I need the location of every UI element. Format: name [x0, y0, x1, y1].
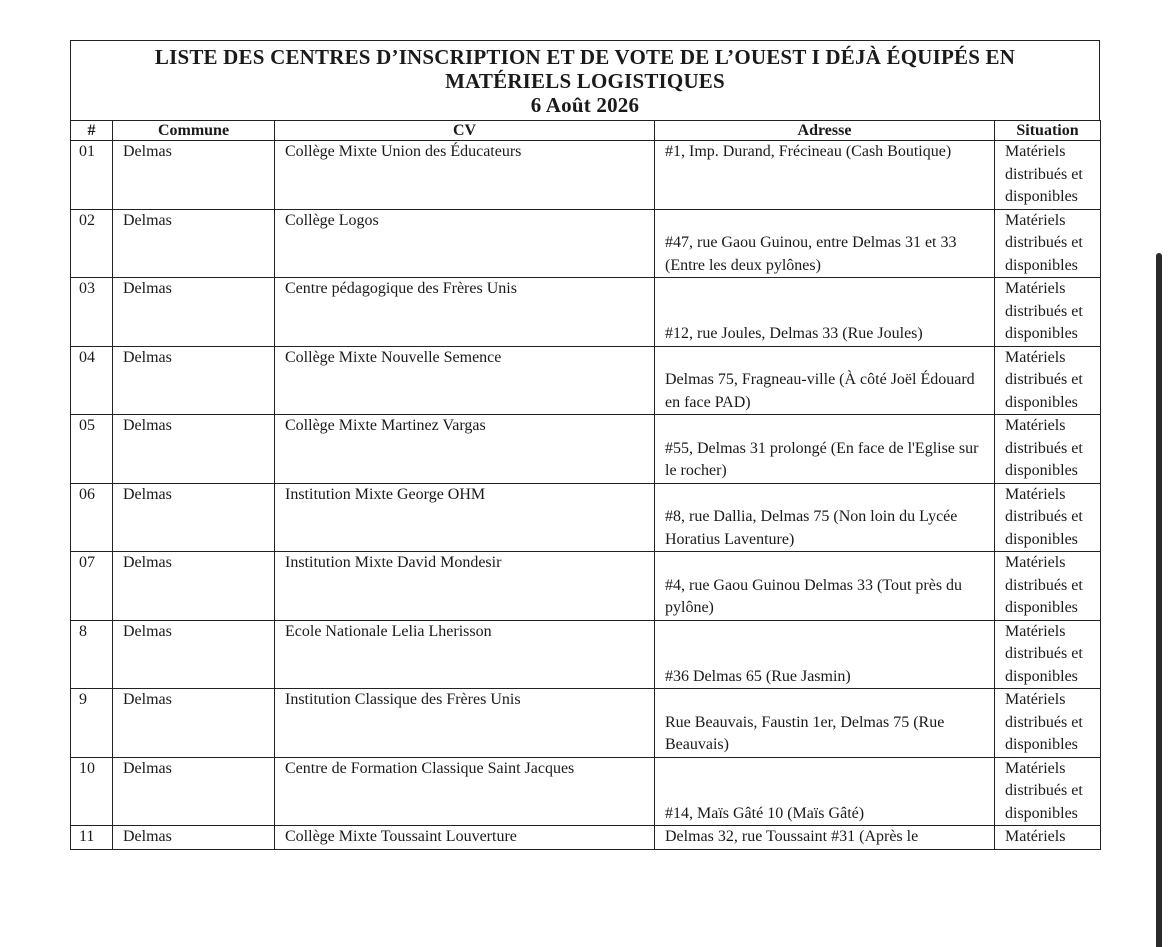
document — [70, 40, 1100, 850]
row-number: 01 — [71, 141, 113, 210]
row-adresse: Delmas 75, Fragneau-ville (À côté Joël Édouard en face PAD) — [655, 346, 995, 415]
scrollbar-thumb[interactable] — [1156, 253, 1162, 947]
row-situation: Matériels distribués et disponibles — [995, 415, 1101, 484]
row-adresse: #36 Delmas 65 (Rue Jasmin) — [655, 620, 995, 689]
table-row — [71, 689, 1101, 758]
row-number: 03 — [71, 278, 113, 347]
row-adresse: #12, rue Joules, Delmas 33 (Rue Joules) — [655, 278, 995, 347]
row-adresse: #55, Delmas 31 prolongé (En face de l'Eglise sur le rocher) — [655, 415, 995, 484]
row-number: 05 — [71, 415, 113, 484]
vertical-scrollbar[interactable] — [1156, 253, 1162, 947]
row-commune: Delmas — [113, 346, 275, 415]
row-commune: Delmas — [113, 620, 275, 689]
row-situation: Matériels distribués et disponibles — [995, 757, 1101, 826]
table-row — [71, 278, 1101, 347]
row-cv: Institution Classique des Frères Unis — [275, 689, 655, 758]
row-adresse: Rue Beauvais, Faustin 1er, Delmas 75 (Rue Beauvais) — [655, 689, 995, 758]
row-commune: Delmas — [113, 278, 275, 347]
row-commune: Delmas — [113, 415, 275, 484]
row-cv: Institution Mixte George OHM — [275, 483, 655, 552]
row-commune: Delmas — [113, 141, 275, 210]
row-cv: Institution Mixte David Mondesir — [275, 552, 655, 621]
row-number: 04 — [71, 346, 113, 415]
column-header-number: # — [71, 121, 113, 141]
row-commune: Delmas — [113, 826, 275, 850]
row-cv: Collège Logos — [275, 209, 655, 278]
row-number: 02 — [71, 209, 113, 278]
column-header-cv: CV — [275, 121, 655, 141]
table-row — [71, 757, 1101, 826]
row-cv: Centre de Formation Classique Saint Jacques — [275, 757, 655, 826]
table-row — [71, 552, 1101, 621]
row-situation: Matériels distribués et disponibles — [995, 552, 1101, 621]
row-commune: Delmas — [113, 689, 275, 758]
row-situation: Matériels distribués et disponibles — [995, 620, 1101, 689]
table-row — [71, 826, 1101, 850]
row-commune: Delmas — [113, 209, 275, 278]
title-line-2: MATÉRIELS LOGISTIQUES — [445, 69, 725, 93]
column-header-situation: Situation — [995, 121, 1101, 141]
row-commune: Delmas — [113, 483, 275, 552]
centers-table — [70, 120, 1101, 850]
row-cv: Ecole Nationale Lelia Lherisson — [275, 620, 655, 689]
row-situation: Matériels distribués et disponibles — [995, 278, 1101, 347]
table-row — [71, 209, 1101, 278]
row-number: 06 — [71, 483, 113, 552]
row-commune: Delmas — [113, 757, 275, 826]
row-cv: Collège Mixte Union des Éducateurs — [275, 141, 655, 210]
row-number: 10 — [71, 757, 113, 826]
table-row — [71, 141, 1101, 210]
table-header-row — [71, 121, 1101, 141]
row-number: 11 — [71, 826, 113, 850]
document-date: 6 Août 2026 — [530, 93, 640, 117]
table-row — [71, 346, 1101, 415]
row-cv: Collège Mixte Toussaint Louverture — [275, 826, 655, 850]
row-situation: Matériels distribués et disponibles — [995, 483, 1101, 552]
row-cv: Centre pédagogique des Frères Unis — [275, 278, 655, 347]
row-commune: Delmas — [113, 552, 275, 621]
row-adresse: #8, rue Dallia, Delmas 75 (Non loin du Lycée Horatius Laventure) — [655, 483, 995, 552]
row-situation: Matériels distribués et disponibles — [995, 689, 1101, 758]
column-header-commune: Commune — [113, 121, 275, 141]
row-situation: Matériels distribués et disponibles — [995, 141, 1101, 210]
row-situation: Matériels — [995, 826, 1101, 850]
table-row — [71, 483, 1101, 552]
title-line-1: LISTE DES CENTRES D’INSCRIPTION ET DE VOTE DE L’OUEST I DÉJÀ ÉQUIPÉS EN — [154, 45, 1016, 69]
column-header-adresse: Adresse — [655, 121, 995, 141]
row-adresse: #4, rue Gaou Guinou Delmas 33 (Tout près du pylône) — [655, 552, 995, 621]
row-adresse: #1, Imp. Durand, Frécineau (Cash Boutique) — [655, 141, 995, 210]
row-cv: Collège Mixte Nouvelle Semence — [275, 346, 655, 415]
row-adresse: #14, Maïs Gâté 10 (Maïs Gâté) — [655, 757, 995, 826]
row-adresse: #47, rue Gaou Guinou, entre Delmas 31 et 33 (Entre les deux pylônes) — [655, 209, 995, 278]
row-number: 9 — [71, 689, 113, 758]
row-cv: Collège Mixte Martinez Vargas — [275, 415, 655, 484]
row-adresse: Delmas 32, rue Toussaint #31 (Après le — [655, 826, 995, 850]
row-number: 07 — [71, 552, 113, 621]
table-row — [71, 620, 1101, 689]
row-number: 8 — [71, 620, 113, 689]
table-row — [71, 415, 1101, 484]
document-title — [70, 40, 1100, 120]
row-situation: Matériels distribués et disponibles — [995, 209, 1101, 278]
row-situation: Matériels distribués et disponibles — [995, 346, 1101, 415]
